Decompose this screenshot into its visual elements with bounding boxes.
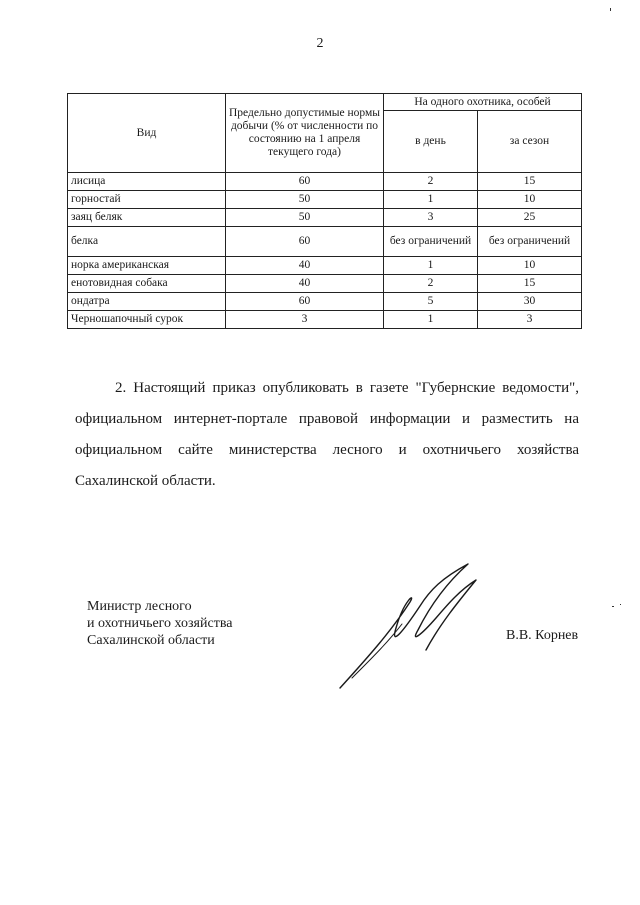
table-row [68,173,582,191]
norm-cell: 40 [226,275,384,293]
per-day-cell: 2 [384,275,478,293]
species-cell: Черношапочный сурок [68,311,226,329]
per-day-cell: 1 [384,311,478,329]
species-cell: заяц беляк [68,209,226,227]
species-cell: лисица [68,173,226,191]
species-cell: ондатра [68,293,226,311]
per-season-cell: 10 [478,191,582,209]
per-day-cell: 1 [384,191,478,209]
signer-title [87,598,287,649]
norm-cell: 60 [226,173,384,191]
table-row [68,191,582,209]
table-row [68,311,582,329]
norm-cell: 40 [226,257,384,275]
per-day-cell: 3 [384,209,478,227]
species-cell: горностай [68,191,226,209]
table-row [68,257,582,275]
table-row [68,275,582,293]
per-day-cell: без ограничений [384,227,478,257]
per-season-cell: 15 [478,173,582,191]
per-season-cell: 30 [478,293,582,311]
signer-title-line: Сахалинской области [87,633,215,648]
per-day-cell: 5 [384,293,478,311]
norm-cell: 3 [226,311,384,329]
signer-title-line: и охотничьего хозяйства [87,616,233,631]
header-per-day: в день [384,111,478,173]
table-row [68,227,582,257]
handwritten-signature [330,560,490,700]
scan-speck [610,8,611,11]
norm-cell: 60 [226,227,384,257]
norm-cell: 60 [226,293,384,311]
header-max-norm: Предельно допустимые нормы добычи (% от численности по состоянию на 1 апреля текущего года) [226,94,384,173]
per-season-cell: без ограничений [478,227,582,257]
species-cell: белка [68,227,226,257]
per-season-cell: 3 [478,311,582,329]
hunting-quota-table [67,93,582,329]
table-row [68,293,582,311]
scan-speck [620,604,621,605]
publication-paragraph: 2. Настоящий приказ опубликовать в газете "Губернские ведомости", официальном интернет-портале правовой информации и разместить на официальном сайте министерства лесного и охотничьего хозяйства Сахалинской области. [75,380,579,489]
per-season-cell: 15 [478,275,582,293]
per-season-cell: 25 [478,209,582,227]
per-day-cell: 1 [384,257,478,275]
per-day-cell: 2 [384,173,478,191]
per-season-cell: 10 [478,257,582,275]
header-per-hunter: На одного охотника, особей [384,94,582,111]
scan-speck [612,606,614,607]
table-row [68,209,582,227]
signer-name: В.В. Корнев [506,628,579,643]
signer-title-line: Министр лесного [87,599,192,614]
header-species: Вид [68,94,226,173]
norm-cell: 50 [226,209,384,227]
species-cell: енотовидная собака [68,275,226,293]
norm-cell: 50 [226,191,384,209]
species-cell: норка американская [68,257,226,275]
header-per-season: за сезон [478,111,582,173]
page-number: 2 [316,36,324,51]
